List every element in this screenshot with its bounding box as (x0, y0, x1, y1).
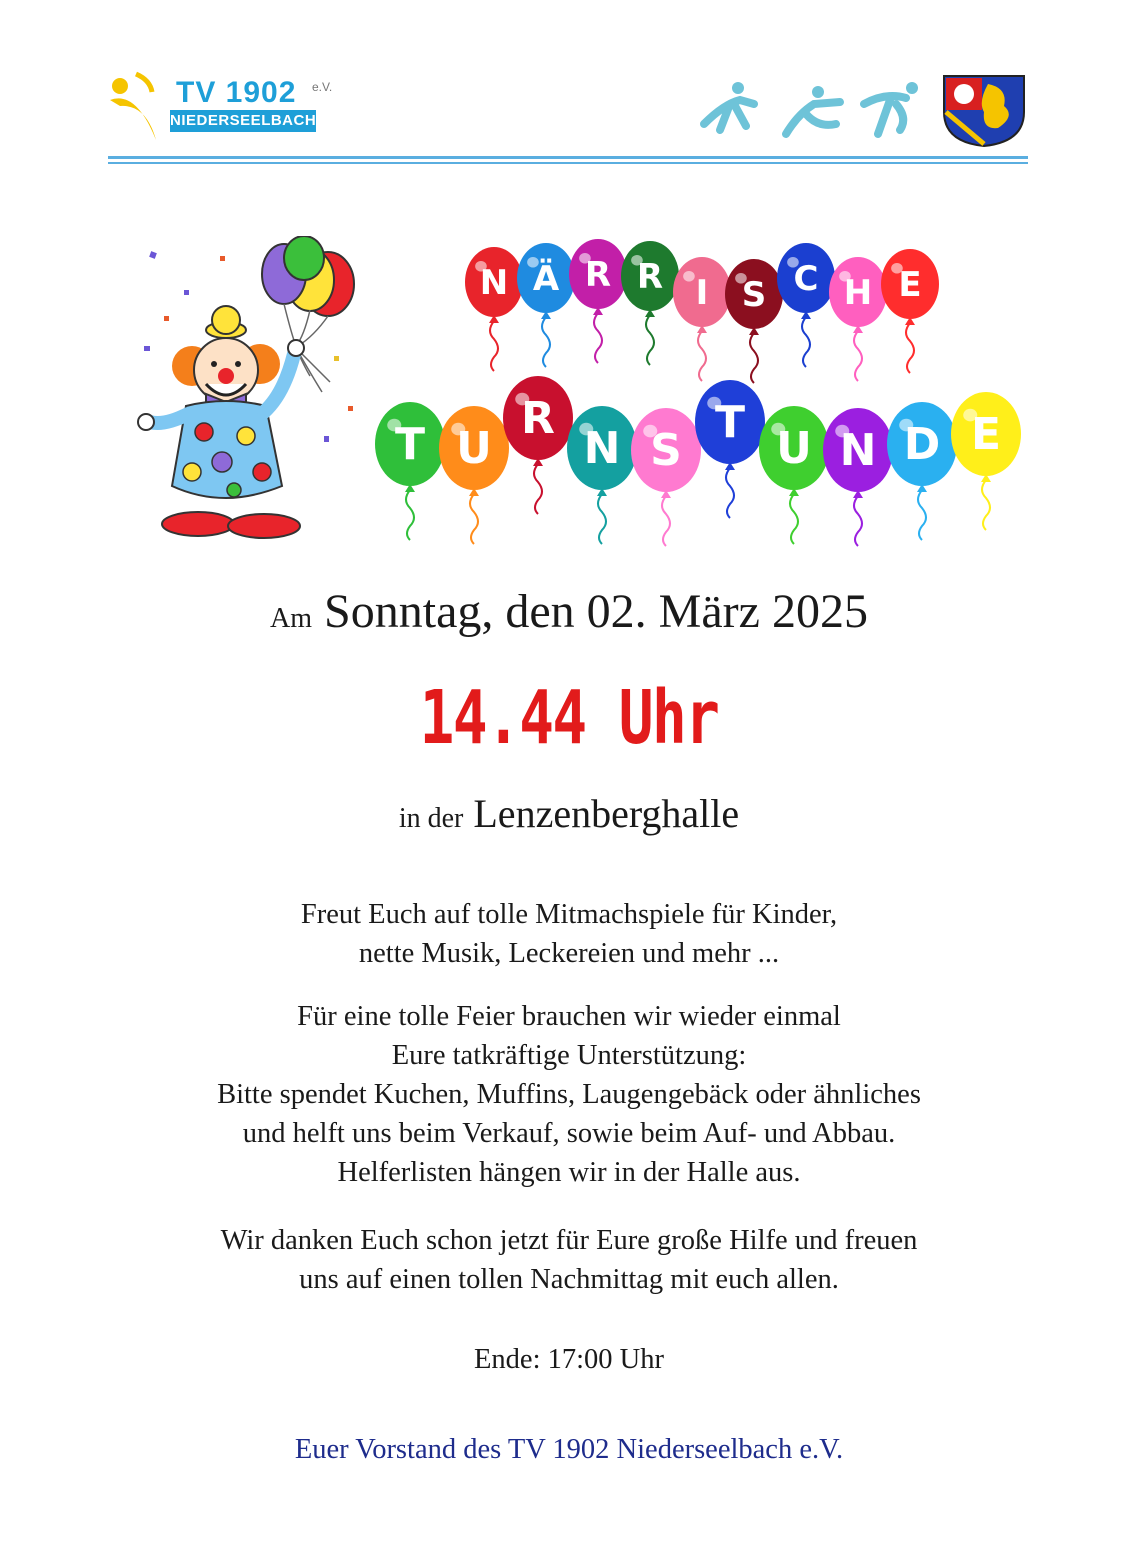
balloon-letter-text: C (793, 259, 819, 299)
balloon-letter (887, 402, 957, 540)
intro-paragraph (0, 895, 1138, 973)
thanks-line: uns auf einen tollen Nachmittag mit euch allen. (299, 1264, 839, 1295)
balloon-letter (465, 247, 523, 371)
balloon-letter (881, 249, 939, 373)
balloon-letter (503, 376, 573, 514)
event-date: Sonntag, den 02. März 2025 (324, 585, 868, 638)
logo-name: TV 1902 (176, 76, 297, 109)
club-logo (106, 70, 346, 156)
date-prefix: Am (270, 603, 313, 634)
balloon-title (366, 230, 1046, 550)
balloon-letter (375, 402, 445, 540)
balloon-letter (777, 243, 835, 367)
balloon-letter-text: R (521, 393, 555, 444)
balloon-letter-text: S (650, 425, 682, 476)
town-crest-icon (938, 72, 1030, 148)
balloon-letter-text: U (776, 423, 812, 474)
balloon-letter-text: D (903, 419, 941, 470)
balloon-letter-text: N (583, 423, 621, 474)
event-time: 14.44 Uhr (419, 675, 719, 761)
balloon-letter (631, 408, 701, 546)
balloon-letter (725, 259, 783, 383)
balloon-letter (823, 408, 893, 546)
balloon-letter-text: R (584, 255, 612, 295)
balloon-letter (517, 243, 575, 367)
balloon-letter-text: R (636, 257, 664, 297)
balloon-letter (439, 406, 509, 544)
balloon-letter (567, 406, 637, 544)
balloon-letter (673, 257, 731, 381)
help-line: Eure tatkräftige Unterstützung: (391, 1040, 747, 1071)
help-line: und helft uns beim Verkauf, sowie beim Auf- und Abbau. (242, 1118, 896, 1149)
logo-suffix: e.V. (312, 80, 333, 94)
venue-prefix: in der (398, 803, 464, 834)
balloon-letter-text: U (456, 423, 492, 474)
help-line: Helferlisten hängen wir in der Halle aus. (337, 1157, 801, 1188)
balloon-letter (569, 239, 627, 363)
signature: Euer Vorstand des TV 1902 Niederseelbach e.V. (294, 1434, 844, 1465)
balloon-letter-text: E (898, 265, 922, 305)
event-venue: Lenzenberghalle (473, 791, 740, 836)
help-line: Bitte spendet Kuchen, Muffins, Laugengebäck oder ähnliches (217, 1079, 921, 1110)
help-line: Für eine tolle Feier brauchen wir wieder einmal (297, 1001, 841, 1032)
header-rule (108, 162, 1028, 164)
balloon-letter-text: E (970, 409, 1002, 460)
balloon-letter-text: H (843, 273, 873, 313)
event-venue-line (0, 786, 1138, 847)
balloon-letter-text: T (714, 397, 746, 448)
clown-illustration (134, 236, 370, 548)
balloon-letter-text: T (394, 419, 426, 470)
swoosh-icon (106, 70, 176, 150)
end-time: Ende: 17:00 Uhr (474, 1344, 664, 1375)
thanks-line: Wir danken Euch schon jetzt für Eure große Hilfe und freuen (220, 1225, 918, 1256)
help-paragraph (0, 997, 1138, 1192)
intro-line: nette Musik, Leckereien und mehr ... (358, 938, 780, 969)
event-date-line (0, 580, 1138, 651)
balloon-letter-text: I (695, 273, 709, 313)
logo-place: NIEDERSEELBACH (170, 110, 316, 132)
balloon-letter (951, 392, 1021, 530)
balloon-letter-text: S (741, 275, 767, 315)
balloon-letter (829, 257, 887, 381)
balloon-letter (621, 241, 679, 365)
balloon-letter-text: Ä (532, 259, 560, 299)
balloon-letter (759, 406, 829, 544)
balloon-letter-text: N (479, 263, 509, 303)
runners-icon (694, 74, 934, 148)
balloon-letter (695, 380, 765, 518)
header-rule (108, 156, 1028, 159)
thanks-paragraph (0, 1221, 1138, 1299)
intro-line: Freut Euch auf tolle Mitmachspiele für Kinder, (300, 899, 838, 930)
balloon-letter-text: N (839, 425, 877, 476)
